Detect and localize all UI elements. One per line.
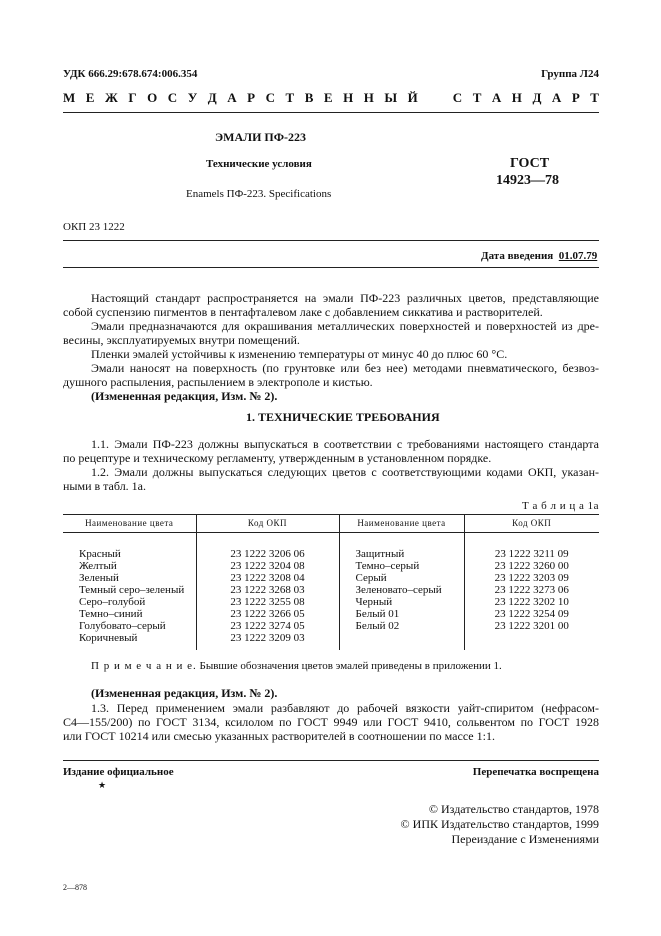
- intro-line: Пленки эмалей устойчивы к изменению температуры от минус 40 до плюс 60 °С.: [91, 347, 508, 361]
- group-code: Группа Л24: [541, 68, 599, 80]
- clause-line: 1.3. Перед применением эмали разбавляют до рабочей вязкости уайт-спиритом (нефрасом-: [91, 701, 599, 715]
- document-subtitle: Технические условия: [206, 158, 312, 170]
- table-row: [63, 572, 599, 584]
- official-edition: Издание официальное: [63, 766, 174, 778]
- reprint-prohibited: Перепечатка воспрещена: [472, 766, 599, 778]
- effective-date: [481, 250, 597, 262]
- okp-rule: [63, 240, 599, 241]
- intro-line: Эмали предназначаются для окрашивания металлических поверхностей и поверхностей из дре-: [91, 319, 599, 333]
- color-name: Голубовато–серый: [79, 620, 166, 632]
- color-name: Защитный: [339, 533, 464, 561]
- color-name: Темно–синий: [79, 608, 143, 620]
- banner-letter: У: [187, 90, 198, 105]
- okp-code-cell: 23 1222 3204 08: [196, 560, 339, 572]
- banner-letter: С: [452, 90, 463, 105]
- note-text: Бывшие обозначения цветов эмалей приведены в приложении 1.: [196, 660, 502, 672]
- table-row: [63, 608, 599, 620]
- color-name: Желтый: [79, 560, 117, 572]
- color-name: Коричневый: [79, 632, 138, 644]
- banner-letter: В: [304, 90, 314, 105]
- clause-line: С4—155/200) по ГОСТ 3134, ксилолом по ГОСТ 9949 или ГОСТ 9410, сольвентом по ГОСТ 1928: [63, 715, 599, 729]
- okp-code-cell: 23 1222 3274 05: [196, 620, 339, 632]
- okp-code-cell: 23 1222 3254 09: [464, 608, 599, 620]
- amendment-note: (Измененная редакция, Изм. № 2).: [91, 389, 278, 403]
- color-name: Темно–серый: [339, 560, 464, 572]
- interstate-standard-banner: [63, 90, 599, 106]
- banner-letter: А: [227, 90, 237, 105]
- gost-number: 14923—78: [496, 173, 559, 188]
- banner-letter: А: [491, 90, 502, 105]
- gost-label: ГОСТ: [510, 156, 550, 171]
- okp-code-cell: 23 1222 3260 00: [464, 560, 599, 572]
- banner-letter: Д: [207, 90, 217, 105]
- table-row: [63, 584, 599, 596]
- intro-line: собой суспензию пигментов в пентафталевом лаке с добавлением сиккатива и растворителей.: [63, 305, 543, 319]
- table-row: [63, 560, 599, 572]
- color-code-table: [63, 514, 599, 650]
- banner-letter: Е: [323, 90, 333, 105]
- okp-code-cell: 23 1222 3203 09: [464, 572, 599, 584]
- table-note: [91, 660, 502, 672]
- okp-code: ОКП 23 1222: [63, 221, 125, 233]
- color-name: Серо–голубой: [79, 596, 146, 608]
- banner-letter: М: [63, 90, 76, 105]
- column-header: Наименование цвета: [63, 515, 196, 533]
- banner-letter: Р: [247, 90, 256, 105]
- banner-letter: Ы: [384, 90, 398, 105]
- star-icon: ★: [98, 780, 107, 790]
- amendment-note: (Измененная редакция, Изм. № 2).: [91, 686, 278, 700]
- udk-code: УДК 666.29:678.674:006.354: [63, 68, 198, 80]
- banner-letter: Е: [85, 90, 95, 105]
- clause-line: ными в табл. 1а.: [63, 479, 147, 493]
- footer-rule: [63, 760, 599, 761]
- column-header: Код ОКП: [196, 515, 339, 533]
- effective-date-value: 01.07.79: [558, 250, 598, 262]
- okp-code-cell: 23 1222 3201 00: [464, 620, 599, 632]
- document-title: ЭМАЛИ ПФ-223: [215, 130, 307, 144]
- clause-line: или ГОСТ 10214 или смесью указанных растворителей в соотношении по массе 1:1.: [63, 729, 495, 743]
- english-title: Enamels ПФ-223. Specifications: [186, 188, 332, 200]
- copyright-1999: © ИПК Издательство стандартов, 1999: [400, 817, 599, 831]
- header-rule: [63, 112, 599, 113]
- note-label: П р и м е ч а н и е.: [91, 660, 197, 672]
- copyright-1978: © Издательство стандартов, 1978: [428, 802, 599, 816]
- banner-letter: Т: [590, 90, 599, 105]
- banner-letter: О: [147, 90, 158, 105]
- intro-line: Эмали наносят на поверхность (по грунтовке или без нее) методами пневматического, безвоз-: [91, 361, 599, 375]
- color-name: Серый: [339, 572, 464, 584]
- intro-paragraphs: [63, 291, 599, 403]
- banner-letter: Д: [532, 90, 542, 105]
- date-rule: [63, 267, 599, 268]
- empty-cell: [464, 632, 599, 650]
- section1-paragraphs: [63, 437, 599, 493]
- okp-code-cell: 23 1222 3273 06: [464, 584, 599, 596]
- table-row: [63, 620, 599, 632]
- color-name: Красный: [79, 548, 121, 560]
- color-name: Зеленовато–серый: [339, 584, 464, 596]
- intro-line: душного распыления, распылением в электрополе и кистью.: [63, 375, 373, 389]
- clause-line: по рецептуре и техническому регламенту, утвержденным в установленном порядке.: [63, 451, 492, 465]
- banner-letter: А: [551, 90, 562, 105]
- banner-letter: Н: [343, 90, 354, 105]
- banner-letter: С: [265, 90, 275, 105]
- okp-code-cell: 23 1222 3202 10: [464, 596, 599, 608]
- okp-code-cell: 23 1222 3211 09: [464, 533, 599, 561]
- color-name: Белый 02: [339, 620, 464, 632]
- reissue-note: Переиздание с Изменениями: [451, 832, 599, 846]
- intro-line: Настоящий стандарт распространяется на эмали ПФ-223 различных цветов, представляющие: [91, 291, 599, 305]
- page-code: 2—878: [63, 883, 87, 892]
- banner-letter: Ж: [104, 90, 118, 105]
- empty-cell: [339, 632, 464, 650]
- okp-code-cell: 23 1222 3209 03: [196, 632, 339, 650]
- section-heading: 1. ТЕХНИЧЕСКИЕ ТРЕБОВАНИЯ: [246, 410, 440, 424]
- banner-letter: Р: [571, 90, 580, 105]
- intro-line: весины, эксплуатируемых внутри помещений.: [63, 333, 300, 347]
- banner-letter: Г: [128, 90, 137, 105]
- column-header: Наименование цвета: [339, 515, 464, 533]
- banner-letter: Й: [407, 90, 418, 105]
- column-header: Код ОКП: [464, 515, 599, 533]
- table-header-row: [63, 515, 599, 533]
- color-name: Белый 01: [339, 608, 464, 620]
- banner-letter: С: [167, 90, 178, 105]
- okp-code-cell: 23 1222 3208 04: [196, 572, 339, 584]
- banner-letter: Т: [472, 90, 482, 105]
- banner-letter: Н: [511, 90, 522, 105]
- table-row: [63, 533, 599, 561]
- table-caption: Т а б л и ц а 1а: [522, 500, 599, 512]
- clause-line: 1.2. Эмали должны выпускаться следующих цветов с соответствующими кодами ОКП, указан-: [91, 465, 599, 479]
- color-name: Черный: [339, 596, 464, 608]
- okp-code-cell: 23 1222 3206 06: [196, 533, 339, 561]
- okp-code-cell: 23 1222 3268 03: [196, 584, 339, 596]
- banner-letter: Н: [363, 90, 374, 105]
- effective-date-label: Дата введения: [481, 250, 554, 262]
- banner-letter: Т: [285, 90, 295, 105]
- color-name: Темный серо–зеленый: [79, 584, 185, 596]
- clause-1-3: [63, 701, 599, 743]
- table-row: [63, 632, 599, 650]
- okp-code-cell: 23 1222 3255 08: [196, 596, 339, 608]
- clause-line: 1.1. Эмали ПФ-223 должны выпускаться в соответствии с требованиями настоящего стандарта: [91, 437, 599, 451]
- color-name: Зеленый: [79, 572, 119, 584]
- okp-code-cell: 23 1222 3266 05: [196, 608, 339, 620]
- table-row: [63, 596, 599, 608]
